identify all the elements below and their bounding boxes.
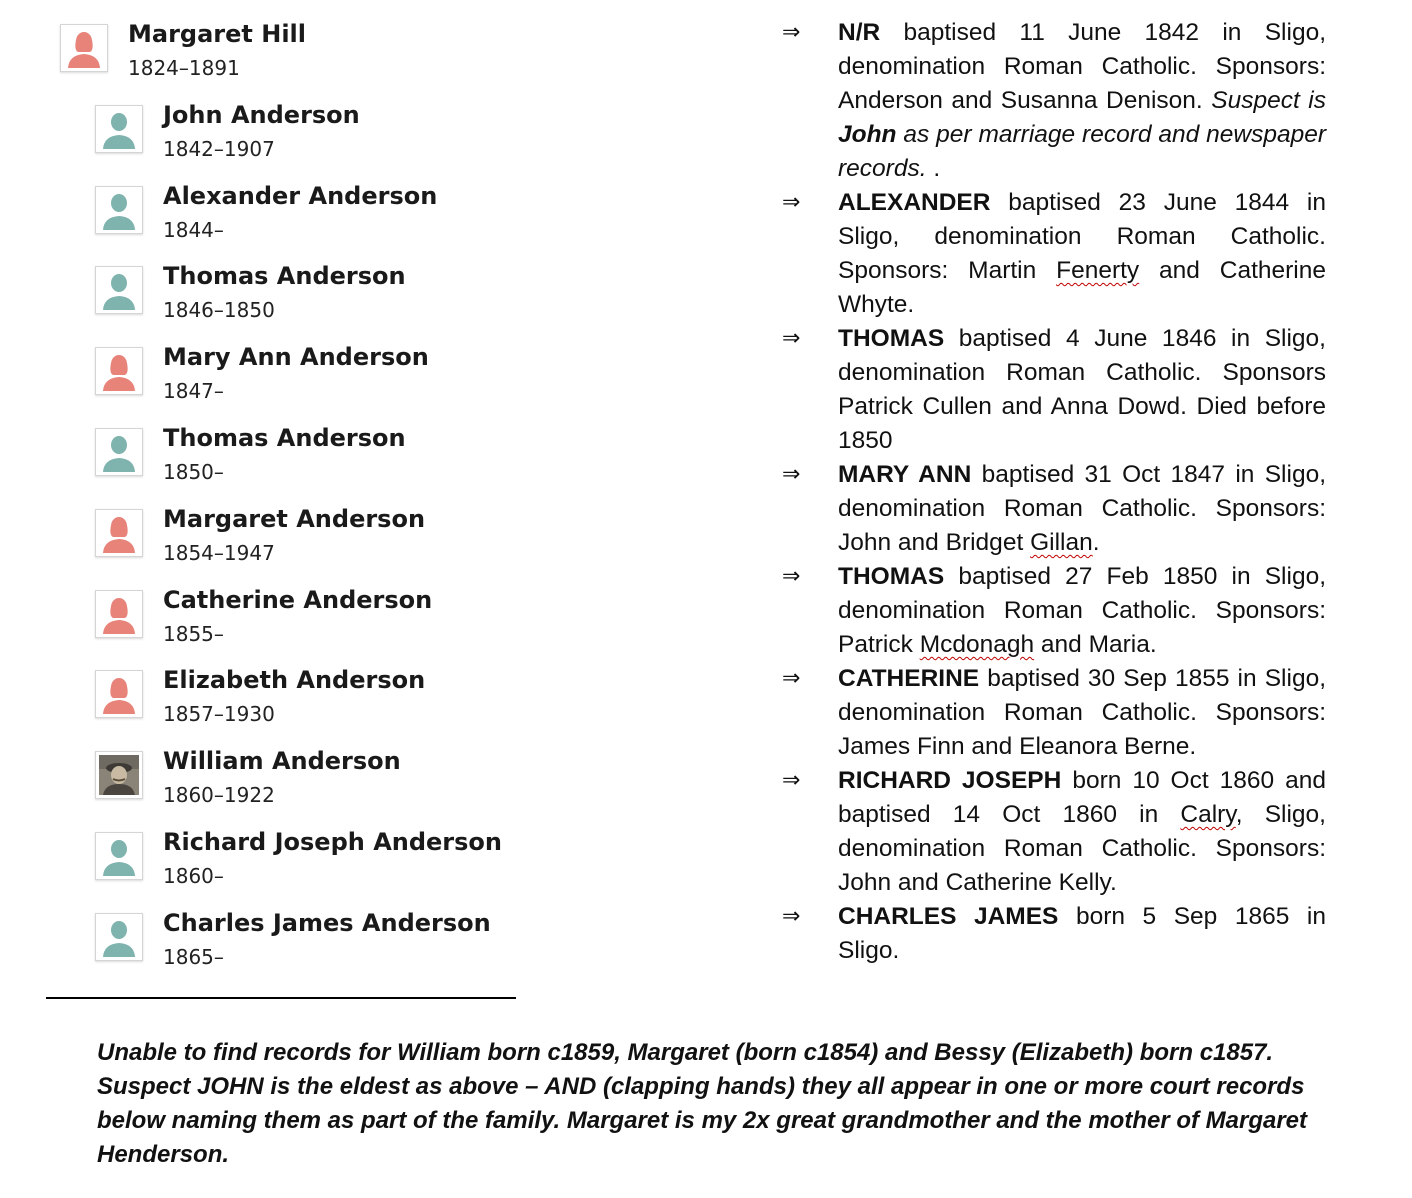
record-text: baptised 30 Sep 1855 in Sligo, denomination Roman Catholic. Sponsors: James Finn and Eleanora Berne. xyxy=(838,665,1326,760)
divider-line xyxy=(46,997,516,999)
arrow-icon: ⇒ xyxy=(782,326,801,351)
person-dates: 1824–1891 xyxy=(128,56,240,80)
person-name[interactable]: Thomas Anderson xyxy=(163,424,406,452)
person-dates: 1854–1947 xyxy=(163,540,275,565)
person-name[interactable]: Alexander Anderson xyxy=(163,181,438,210)
female-silhouette-icon[interactable] xyxy=(95,509,143,557)
record-note-name: John xyxy=(838,121,897,148)
record-name: N/R xyxy=(838,19,881,46)
person-dates: 1860– xyxy=(163,864,224,888)
record-name: MARY ANN xyxy=(838,461,972,488)
record-item xyxy=(782,458,1326,560)
female-silhouette-icon[interactable] xyxy=(60,24,108,72)
research-note: Unable to find records for William born c1859, Margaret (born c1854) and Bessy (Elizabeth) born c1857. Suspect JOHN is the eldest as above – AND (clapping hands) they all appear in one or more court records below naming them as part of the family. Margaret is my 2x great grandmother and the mother of Margaret Henderson. xyxy=(97,1039,1308,1168)
person-name[interactable]: Thomas Anderson xyxy=(163,262,406,291)
arrow-icon: ⇒ xyxy=(782,904,801,929)
record-text: born 5 Sep 1865 in Sligo. xyxy=(838,903,1326,964)
record-name: THOMAS xyxy=(838,325,945,352)
person-dates: 1846–1850 xyxy=(163,298,275,323)
record-text: baptised 23 June 1844 in Sligo, denomination Roman Catholic. Sponsors: Martin xyxy=(838,189,1326,284)
person-name[interactable]: Margaret Hill xyxy=(128,20,306,48)
person-dates: 1847– xyxy=(163,379,224,404)
male-silhouette-icon[interactable] xyxy=(95,832,143,880)
record-text: baptised 31 Oct 1847 in Sligo, denomination Roman Catholic. Sponsors: John and Bridget xyxy=(838,461,1327,556)
record-text: baptised 27 Feb 1850 in Sligo, denomination Roman Catholic. Sponsors: Patrick xyxy=(838,563,1326,658)
record-note: Suspect is xyxy=(1211,87,1326,114)
record-text: baptised 4 June 1846 in Sligo, denomination Roman Catholic. Sponsors Patrick Cullen and Anna Dowd. Died before 1850 xyxy=(838,325,1326,454)
person-name[interactable]: Margaret Anderson xyxy=(163,504,426,533)
male-silhouette-icon[interactable] xyxy=(95,913,143,961)
person-dates: 1844– xyxy=(163,217,224,242)
record-name: CHARLES JAMES xyxy=(838,903,1059,930)
record-text: and Catherine Whyte. xyxy=(838,257,1326,318)
spellcheck-word: Gillan xyxy=(1030,529,1093,556)
person-dates: 1842–1907 xyxy=(163,136,275,161)
record-text: born 10 Oct 1860 and baptised 14 Oct 1860 in xyxy=(838,767,1326,828)
arrow-icon: ⇒ xyxy=(782,20,801,45)
record-name: CATHERINE xyxy=(838,665,980,692)
person-name[interactable]: Mary Ann Anderson xyxy=(163,343,429,372)
female-silhouette-icon[interactable] xyxy=(95,347,143,395)
spellcheck-word: Mcdonagh xyxy=(919,631,1035,658)
person-name[interactable]: Elizabeth Anderson xyxy=(163,666,426,695)
person-name[interactable]: Charles James Anderson xyxy=(163,908,491,937)
spellcheck-word: Calry xyxy=(1180,801,1236,828)
record-name: ALEXANDER xyxy=(838,189,991,216)
record-text: . xyxy=(1092,529,1100,556)
person-name[interactable]: Richard Joseph Anderson xyxy=(163,828,502,856)
record-item xyxy=(782,662,1326,764)
female-silhouette-icon[interactable] xyxy=(95,590,143,638)
record-item xyxy=(782,560,1326,662)
record-name: RICHARD JOSEPH xyxy=(838,767,1062,794)
record-name: THOMAS xyxy=(838,563,945,590)
record-item xyxy=(782,764,1326,900)
female-silhouette-icon[interactable] xyxy=(95,670,143,718)
person-dates: 1850– xyxy=(163,460,224,484)
arrow-icon: ⇒ xyxy=(782,666,801,691)
record-note: as per marriage record and newspaper records. xyxy=(838,121,1326,182)
record-text: baptised 11 June 1842 in Sligo, denomination Roman Catholic. Sponsors: Anderson and Susanna Denison. xyxy=(838,19,1326,114)
arrow-icon: ⇒ xyxy=(782,768,801,793)
person-dates: 1860–1922 xyxy=(163,783,275,808)
arrow-icon: ⇒ xyxy=(782,462,801,487)
arrow-icon: ⇒ xyxy=(782,190,801,215)
person-name[interactable]: John Anderson xyxy=(163,100,360,129)
person-dates: 1857–1930 xyxy=(163,702,275,727)
record-item xyxy=(782,16,1326,186)
record-item xyxy=(782,322,1326,458)
person-dates: 1865– xyxy=(163,944,224,969)
arrow-icon: ⇒ xyxy=(782,564,801,589)
record-text: , Sligo, denomination Roman Catholic. Sponsors: John and Catherine Kelly. xyxy=(838,801,1326,896)
portrait-photo-icon[interactable] xyxy=(95,751,143,799)
male-silhouette-icon[interactable] xyxy=(95,266,143,314)
person-name[interactable]: Catherine Anderson xyxy=(163,585,433,614)
male-silhouette-icon[interactable] xyxy=(95,105,143,153)
record-text: and Maria. xyxy=(1034,631,1157,658)
person-dates: 1855– xyxy=(163,621,224,646)
person-name[interactable]: William Anderson xyxy=(163,747,401,776)
record-text: . xyxy=(933,155,941,182)
spellcheck-word: Fenerty xyxy=(1056,257,1140,284)
record-item xyxy=(782,900,1326,968)
male-silhouette-icon[interactable] xyxy=(95,428,143,476)
baptism-records xyxy=(782,16,1326,968)
record-item xyxy=(782,186,1326,322)
male-silhouette-icon[interactable] xyxy=(95,186,143,234)
